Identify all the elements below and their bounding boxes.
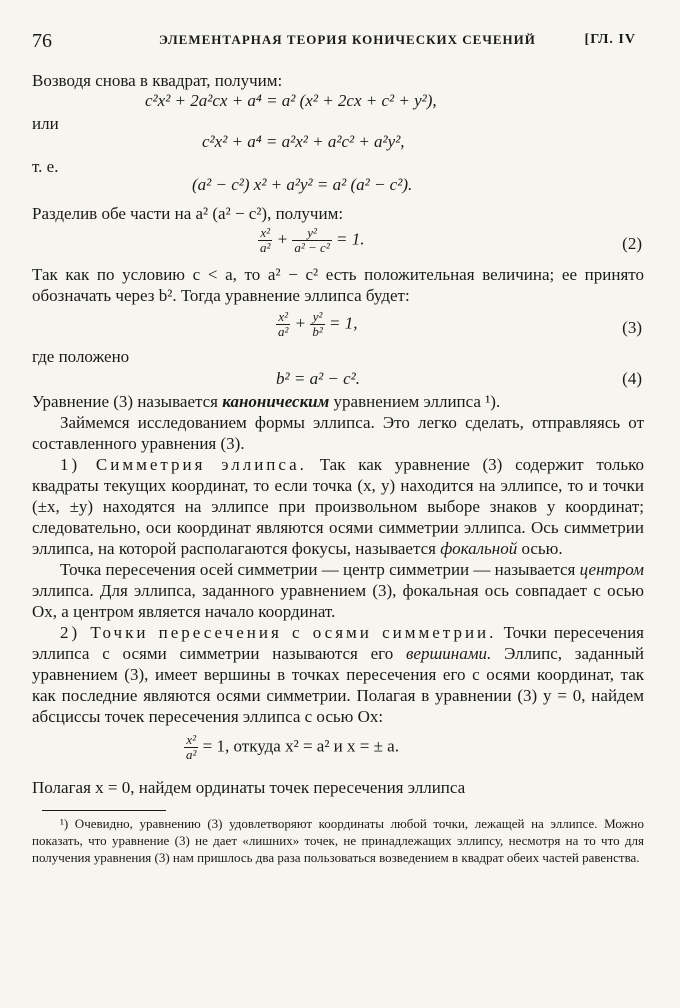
equation-3-block: $\frac{\text{x²}}{\text{a²}}$ + $\frac{\text{y²}}{\text{b²}}$ = 1, (3) bbox=[278, 309, 642, 339]
running-title: ЭЛЕМЕНТАРНАЯ ТЕОРИЯ КОНИЧЕСКИХ СЕЧЕНИЙ bbox=[159, 32, 536, 47]
footnote-divider bbox=[42, 810, 166, 811]
fraction-x2-a2: $\frac{\text{x²}}{\text{a²}}$ bbox=[260, 225, 271, 255]
fraction-y2-b2: $\frac{\text{y²}}{\text{b²}}$ bbox=[312, 309, 323, 339]
equation-number-3: (3) bbox=[622, 318, 642, 337]
paragraph-canonical: Уравнение (3) называется каноническим уравнением эллипса ¹). bbox=[32, 392, 501, 411]
fraction-x2-a2-c: $\frac{\text{x²}}{\text{a²}}$ bbox=[186, 732, 197, 762]
equation-1: c²x² + 2a²cx + a⁴ = a² (x² + 2cx + c² + y²), bbox=[145, 91, 437, 110]
word-gde: где положено bbox=[32, 347, 130, 366]
chapter-label: [ГЛ. IV bbox=[584, 32, 636, 47]
paragraph-vertices: 2) Точки пересечения с осями симметрии. Точки пересечения эллипса с осями симметрии называются его вершинами. Эллипс, заданный уравнением (3), имеет вершины в точках пересечения его с осями координат, так как последние являются осями симметрии. Полагая в уравнении (3) y = 0, найдем абсциссы точек пересечения эллипса с осью Ox: bbox=[32, 623, 644, 726]
paragraph-intro: Возводя снова в квадрат, получим: bbox=[32, 71, 283, 90]
fraction-y2-a2c2: $\frac{\text{y²}}{\text{a² − c²}}$ bbox=[294, 225, 330, 255]
paragraph-divide: Разделив обе части на a² (a² − c²), получим: bbox=[32, 204, 344, 223]
equation-2: c²x² + a⁴ = a²x² + a²c² + a²y², bbox=[202, 132, 405, 151]
paragraph-center: Точка пересечения осей симметрии — центр симметрии — называется центром эллипса. Для эллипса, заданного уравнением (3), фокальная ось совпадает с осью Ox, а центром является начало координат. bbox=[32, 560, 644, 621]
paragraph-condition: Так как по условию c < a, то a² − c² есть положительная величина; ее принято обозначать через b². Тогда уравнение эллипса будет: bbox=[32, 265, 644, 305]
equation-2-block: $\frac{\text{x²}}{\text{a²}}$ + $\frac{\text{y²}}{\text{a² − c²}}$ = 1. (2) bbox=[260, 225, 642, 255]
fraction-x2-a2-b: $\frac{\text{x²}}{\text{a²}}$ bbox=[278, 309, 289, 339]
paragraph-symmetry: 1) Симметрия эллипса. Так как уравнение (3) содержит только квадраты текущих координат, то если точка (x, y) находится на эллипсе, то и точки (±x, ±y) находятся на эллипсе при произвольном выборе знаков у координат; следовательно, оси координат являются осями симметрии эллипса. Ось симметрии эллипса, на которой располагаются фокусы, называется фокальной осью. bbox=[32, 455, 644, 558]
equation-number-4: (4) bbox=[622, 369, 642, 388]
word-te: т. е. bbox=[32, 157, 59, 176]
footnote: ¹) Очевидно, уравнению (3) удовлетворяют координаты любой точки, лежащей на эллипсе. Можно показать, что уравнение (3) не дает «лишних» точек, не принадлежащих эллипсу, несмотря на то что для получения уравнения (3) нам пришлось два раза пользоваться возведением в квадрат обеих частей равенства. bbox=[32, 816, 644, 865]
paragraph-investigation: Займемся исследованием формы эллипса. Это легко сделать, отправляясь от составленного уравнения (3). bbox=[32, 413, 644, 453]
word-ili: или bbox=[32, 114, 59, 133]
equation-vertices: $\frac{\text{x²}}{\text{a²}}$ = 1, откуда x² = a² и x = ± a. bbox=[186, 732, 399, 762]
page-number: 76 bbox=[32, 30, 52, 52]
equation-number-2: (2) bbox=[622, 234, 642, 253]
page-header bbox=[32, 30, 644, 56]
book-page bbox=[32, 30, 644, 866]
paragraph-ordinates: Полагая x = 0, найдем ординаты точек пересечения эллипса bbox=[32, 778, 466, 797]
equation-3: (a² − c²) x² + a²y² = a² (a² − c²). bbox=[192, 175, 413, 194]
equation-4: b² = a² − c². (4) bbox=[276, 369, 642, 388]
